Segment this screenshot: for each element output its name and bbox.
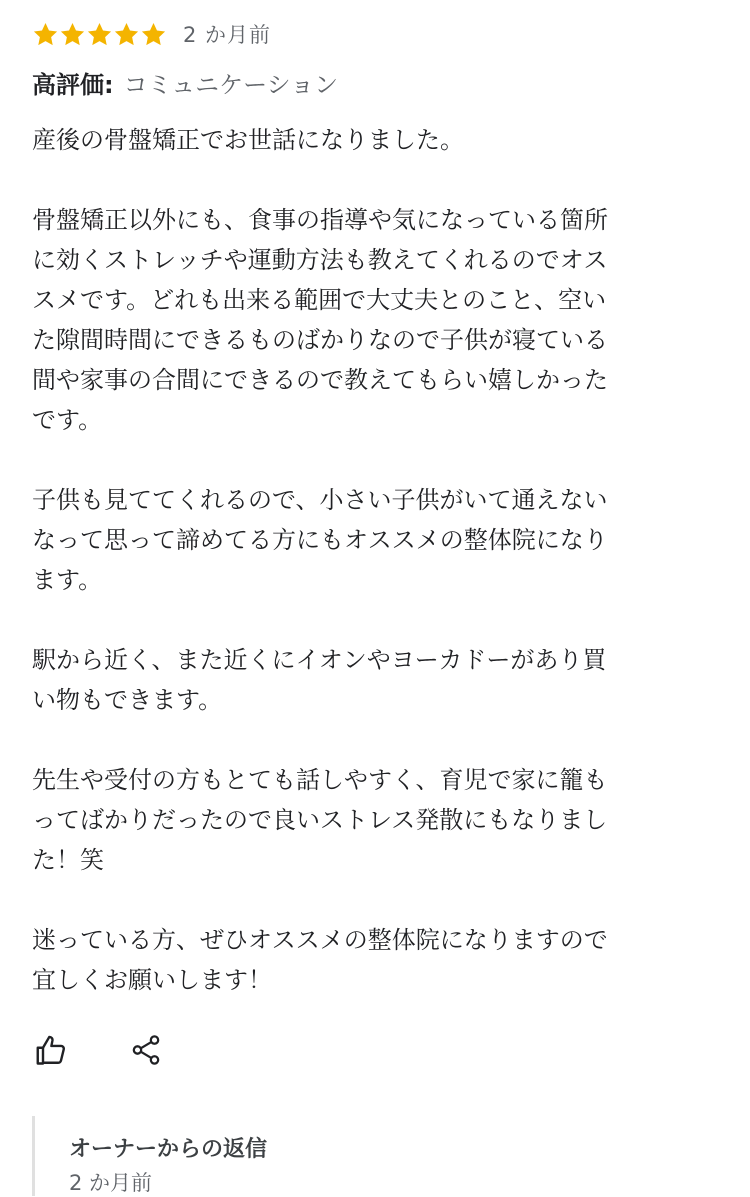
review-text [32,120,672,1040]
owner-reply-date: 2 か月前 [69,1171,153,1195]
review-paragraph: 迷っている方、ぜひオススメの整体院になりますので 宜しくお願いします！ [32,926,608,994]
star-icon [32,21,59,48]
rating-row [32,16,271,52]
review-paragraph: 骨盤矯正以外にも、食事の指導や気になっている箇所 に効くストレッチや運動方法も教えてくれるのでオス スメです。どれも出来る範囲で大丈夫とのこと、空い た隙間時間にできるものばかりなので子供が寝ている 間や家事の合間にできるので教えてもらい嬉しかった です。 [32,206,608,434]
star-icon [113,21,140,48]
review-paragraph: 子供も見ててくれるので、小さい子供がいて通えない なって思って諦めてる方にもオススメの整体院になり ます。 [32,486,608,594]
star-icon [140,21,167,48]
highlight-row [32,62,338,102]
star-icon [86,21,113,48]
star-rating [32,21,167,48]
share-icon [129,1033,163,1067]
owner-reply-title: オーナーからの返信 [69,1137,268,1162]
review-paragraph: 先生や受付の方もとても話しやすく、育児で家に籠も ってばかりだったので良いストレス発散にもなりまし た！笑 [32,766,608,874]
review-paragraph: 駅から近く、また近くにイオンやヨーカドーがあり買 い物もできます。 [32,646,607,714]
like-button[interactable] [32,1030,72,1070]
owner-reply [32,1116,722,1196]
review-actions [32,1030,166,1070]
review-paragraph: 産後の骨盤矯正でお世話になりました。 [32,126,464,154]
highlight-label: 高評価: [32,70,114,99]
thumbs-up-icon [34,1032,70,1068]
star-icon [59,21,86,48]
highlight-value: コミュニケーション [123,70,339,99]
review-date: 2 か月前 [183,23,272,47]
share-button[interactable] [126,1030,166,1070]
